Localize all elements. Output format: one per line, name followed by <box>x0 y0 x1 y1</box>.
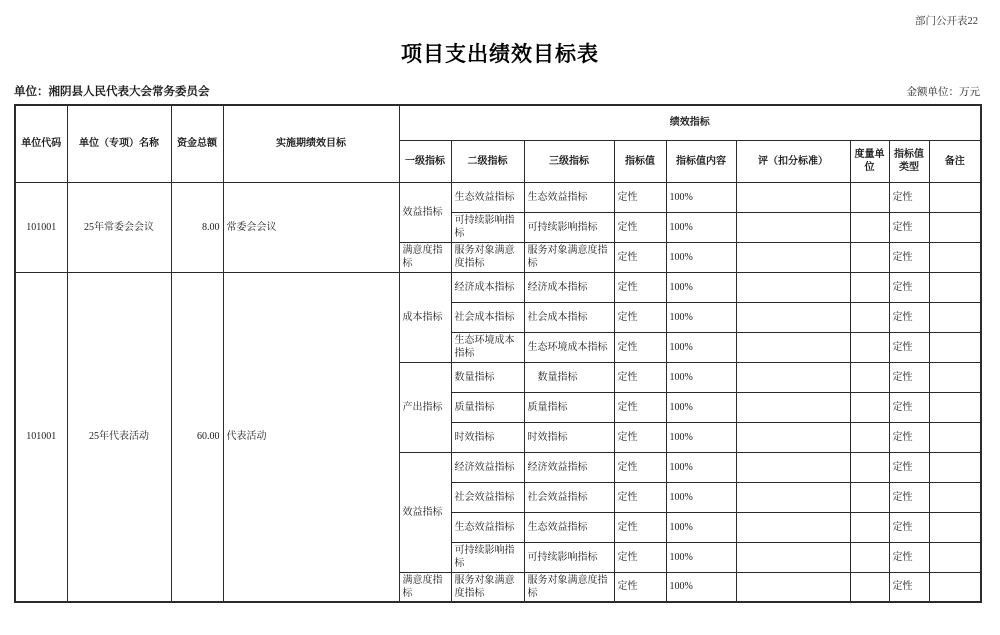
value-cell: 定性 <box>614 212 666 242</box>
value-cell: 定性 <box>614 392 666 422</box>
amount-unit-label: 金额单位：万元 <box>906 87 980 98</box>
level1-cell: 产出指标 <box>399 362 451 452</box>
value-content-cell: 100% <box>666 332 736 362</box>
remark-cell <box>929 212 981 242</box>
measure-unit-cell <box>850 392 889 422</box>
value-type-cell: 定性 <box>889 572 929 602</box>
header-total-funds: 资金总额 <box>171 105 223 182</box>
header-measure-unit: 度量单位 <box>850 140 889 182</box>
unit-code-cell: 101001 <box>15 182 67 272</box>
level3-cell: 经济成本指标 <box>524 272 614 302</box>
total-funds-cell: 8.00 <box>171 182 223 272</box>
value-content-cell: 100% <box>666 482 736 512</box>
level2-cell: 社会成本指标 <box>451 302 524 332</box>
period-target-cell: 常委会会议 <box>223 182 399 272</box>
level2-cell: 生态效益指标 <box>451 182 524 212</box>
remark-cell <box>929 392 981 422</box>
remark-cell <box>929 482 981 512</box>
remark-cell <box>929 332 981 362</box>
measure-unit-cell <box>850 422 889 452</box>
eval-cell <box>736 482 850 512</box>
measure-unit-cell <box>850 272 889 302</box>
value-cell: 定性 <box>614 272 666 302</box>
value-content-cell: 100% <box>666 542 736 572</box>
meta-row <box>14 83 980 99</box>
remark-cell <box>929 452 981 482</box>
header-level1: 一级指标 <box>399 140 451 182</box>
value-type-cell: 定性 <box>889 482 929 512</box>
value-type-cell: 定性 <box>889 212 929 242</box>
level2-cell: 可持续影响指标 <box>451 212 524 242</box>
measure-unit-cell <box>850 212 889 242</box>
eval-cell <box>736 512 850 542</box>
level3-cell: 可持续影响指标 <box>524 212 614 242</box>
value-cell: 定性 <box>614 242 666 272</box>
measure-unit-cell <box>850 332 889 362</box>
eval-cell <box>736 542 850 572</box>
eval-cell <box>736 302 850 332</box>
header-unit-code: 单位代码 <box>15 105 67 182</box>
value-content-cell: 100% <box>666 272 736 302</box>
value-cell: 定性 <box>614 482 666 512</box>
value-type-cell: 定性 <box>889 542 929 572</box>
measure-unit-cell <box>850 512 889 542</box>
level2-cell: 时效指标 <box>451 422 524 452</box>
value-type-cell: 定性 <box>889 332 929 362</box>
measure-unit-cell <box>850 542 889 572</box>
value-content-cell: 100% <box>666 302 736 332</box>
value-type-cell: 定性 <box>889 362 929 392</box>
header-value-type: 指标值类型 <box>889 140 929 182</box>
level2-cell: 经济成本指标 <box>451 272 524 302</box>
level3-cell: 生态效益指标 <box>524 512 614 542</box>
total-funds-cell: 60.00 <box>171 272 223 602</box>
value-content-cell: 100% <box>666 422 736 452</box>
value-cell: 定性 <box>614 452 666 482</box>
level1-cell: 满意度指标 <box>399 572 451 602</box>
level2-cell: 服务对象满意度指标 <box>451 572 524 602</box>
level3-cell: 生态效益指标 <box>524 182 614 212</box>
value-cell: 定性 <box>614 332 666 362</box>
measure-unit-cell <box>850 302 889 332</box>
header-period-target: 实施期绩效目标 <box>223 105 399 182</box>
remark-cell <box>929 362 981 392</box>
level2-cell: 生态环境成本指标 <box>451 332 524 362</box>
value-content-cell: 100% <box>666 452 736 482</box>
eval-cell <box>736 422 850 452</box>
level3-cell: 服务对象满意度指标 <box>524 242 614 272</box>
value-type-cell: 定性 <box>889 272 929 302</box>
value-content-cell: 100% <box>666 512 736 542</box>
eval-cell <box>736 272 850 302</box>
remark-cell <box>929 242 981 272</box>
measure-unit-cell <box>850 242 889 272</box>
eval-cell <box>736 182 850 212</box>
value-cell: 定性 <box>614 512 666 542</box>
measure-unit-cell <box>850 182 889 212</box>
header-remark: 备注 <box>929 140 981 182</box>
remark-cell <box>929 272 981 302</box>
header-value-content: 指标值内容 <box>666 140 736 182</box>
level1-cell: 效益指标 <box>399 182 451 242</box>
value-content-cell: 100% <box>666 182 736 212</box>
value-content-cell: 100% <box>666 242 736 272</box>
measure-unit-cell <box>850 452 889 482</box>
value-type-cell: 定性 <box>889 302 929 332</box>
value-cell: 定性 <box>614 542 666 572</box>
period-target-cell: 代表活动 <box>223 272 399 602</box>
level2-cell: 可持续影响指标 <box>451 542 524 572</box>
performance-target-table <box>14 104 982 603</box>
level2-cell: 质量指标 <box>451 392 524 422</box>
value-cell: 定性 <box>614 182 666 212</box>
level3-cell: 社会效益指标 <box>524 482 614 512</box>
level2-cell: 数量指标 <box>451 362 524 392</box>
level3-cell: 经济效益指标 <box>524 452 614 482</box>
unit-name-cell: 25年常委会会议 <box>67 182 171 272</box>
level3-cell: 社会成本指标 <box>524 302 614 332</box>
value-content-cell: 100% <box>666 212 736 242</box>
unit-label: 单位：湘阴县人民代表大会常务委员会 <box>14 86 210 98</box>
header-value: 指标值 <box>614 140 666 182</box>
value-cell: 定性 <box>614 422 666 452</box>
table-row <box>15 272 981 302</box>
value-cell: 定性 <box>614 302 666 332</box>
remark-cell <box>929 302 981 332</box>
corner-note: 部门公开表22 <box>915 16 978 27</box>
header-eval-criteria: 评（扣分标准） <box>736 140 850 182</box>
measure-unit-cell <box>850 482 889 512</box>
header-perf-group: 绩效指标 <box>399 105 981 140</box>
value-content-cell: 100% <box>666 572 736 602</box>
value-type-cell: 定性 <box>889 182 929 212</box>
eval-cell <box>736 392 850 422</box>
level2-cell: 服务对象满意度指标 <box>451 242 524 272</box>
value-cell: 定性 <box>614 362 666 392</box>
eval-cell <box>736 212 850 242</box>
eval-cell <box>736 362 850 392</box>
level2-cell: 社会效益指标 <box>451 482 524 512</box>
eval-cell <box>736 452 850 482</box>
value-content-cell: 100% <box>666 362 736 392</box>
level1-cell: 满意度指标 <box>399 242 451 272</box>
remark-cell <box>929 512 981 542</box>
level2-cell: 生态效益指标 <box>451 512 524 542</box>
level3-cell: 时效指标 <box>524 422 614 452</box>
level2-cell: 经济效益指标 <box>451 452 524 482</box>
remark-cell <box>929 422 981 452</box>
page-title: 项目支出绩效目标表 <box>401 42 599 66</box>
level3-cell: 可持续影响指标 <box>524 542 614 572</box>
header-level3: 三级指标 <box>524 140 614 182</box>
value-type-cell: 定性 <box>889 452 929 482</box>
level3-cell: 质量指标 <box>524 392 614 422</box>
unit-code-cell: 101001 <box>15 272 67 602</box>
value-content-cell: 100% <box>666 392 736 422</box>
measure-unit-cell <box>850 362 889 392</box>
value-type-cell: 定性 <box>889 512 929 542</box>
level3-cell: 服务对象满意度指标 <box>524 572 614 602</box>
level1-cell: 成本指标 <box>399 272 451 362</box>
value-cell: 定性 <box>614 572 666 602</box>
eval-cell <box>736 572 850 602</box>
table-row <box>15 182 981 212</box>
measure-unit-cell <box>850 572 889 602</box>
remark-cell <box>929 542 981 572</box>
value-type-cell: 定性 <box>889 242 929 272</box>
eval-cell <box>736 332 850 362</box>
header-level2: 二级指标 <box>451 140 524 182</box>
remark-cell <box>929 572 981 602</box>
eval-cell <box>736 242 850 272</box>
level1-cell: 效益指标 <box>399 452 451 572</box>
value-type-cell: 定性 <box>889 422 929 452</box>
remark-cell <box>929 182 981 212</box>
header-row-1 <box>15 105 981 140</box>
level3-cell: 生态环境成本指标 <box>524 332 614 362</box>
unit-name-cell: 25年代表活动 <box>67 272 171 602</box>
value-type-cell: 定性 <box>889 392 929 422</box>
level3-cell: 数量指标 <box>524 362 614 392</box>
header-unit-name: 单位（专项）名称 <box>67 105 171 182</box>
